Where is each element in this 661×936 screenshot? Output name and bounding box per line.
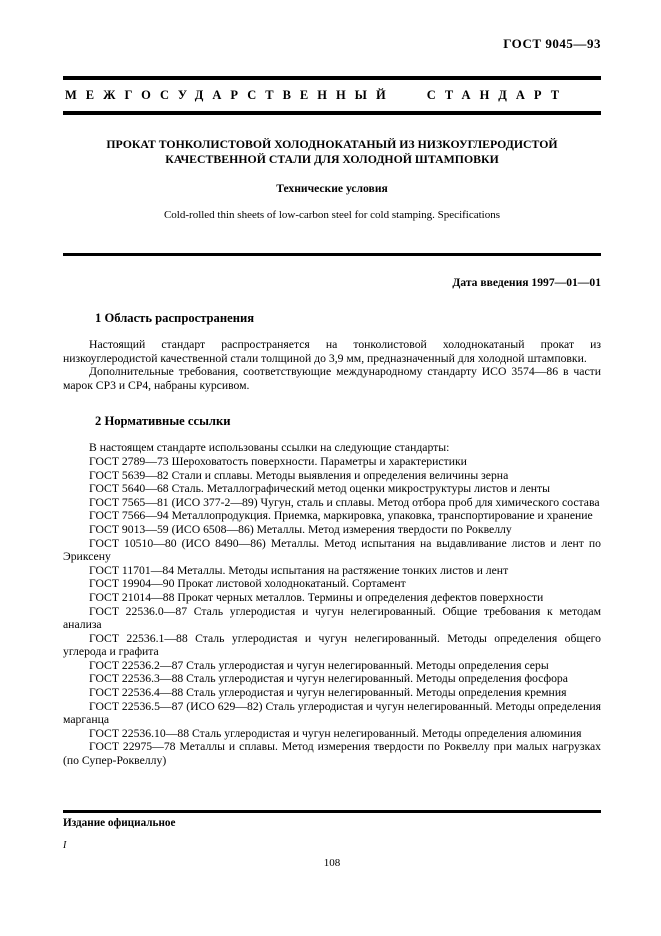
reference-item: ГОСТ 21014—88 Прокат черных металлов. Термины и определения дефектов поверхности (89, 590, 544, 604)
reference-item: ГОСТ 11701—84 Металлы. Методы испытания на растяжение тонких листов и лент (89, 563, 509, 577)
doc-code: ГОСТ 9045—93 (503, 36, 601, 51)
reference-item: ГОСТ 7566—94 Металлопродукция. Приемка, маркировка, упаковка, транспортирование и хранение (89, 509, 593, 523)
document-subtitle: Технические условия (276, 182, 388, 195)
paragraph: Дополнительные требования, соответствующие международному стандарту ИСО 3574—86 в части марок СР3 и СР4, набраны курсивом. (63, 365, 601, 392)
section-2-heading: 2 Нормативные ссылки (95, 414, 231, 429)
reference-item: ГОСТ 7565—81 (ИСО 377-2—89) Чугун, сталь и сплавы. Метод отбора проб для химического состава (89, 495, 600, 509)
reference-item: ГОСТ 5640—68 Сталь. Металлографический метод оценки микроструктуры листов и ленты (89, 482, 550, 496)
paragraph: Настоящий стандарт распространяется на тонколистовой холоднокатаный прокат из низкоуглеродистой качественной стали толщиной до 3,9 мм, предназначенный для холодной штамповки. (63, 338, 601, 365)
section-1-body (63, 338, 601, 392)
page-footer (63, 810, 601, 869)
official-edition-note: Издание официальное (63, 817, 176, 829)
reference-item: ГОСТ 10510—80 (ИСО 8490—86) Металлы. Метод испытания на выдавливание листов и лент по Эриксену (63, 536, 601, 564)
reference-item: ГОСТ 2789—73 Шероховатость поверхности. Параметры и характеристики (89, 454, 467, 468)
reference-item: ГОСТ 19904—90 Прокат листовой холоднокатаный. Сортамент (89, 577, 406, 591)
reference-item: ГОСТ 22536.2—87 Сталь углеродистая и чугун нелегированный. Методы определения серы (89, 658, 549, 672)
standard-type-banner (63, 76, 601, 115)
reference-item: ГОСТ 22536.10—88 Сталь углеродистая и чугун нелегированный. Методы определения алюминия (89, 726, 582, 740)
page-number: 108 (323, 857, 341, 869)
reference-item: ГОСТ 22536.0—87 Сталь углеродистая и чугун нелегированный. Общие требования к методам анализа (63, 604, 601, 632)
banner-text: МЕЖГОСУДАРСТВЕННЫЙ СТАНДАРТ (65, 88, 569, 102)
document-title-line: ПРОКАТ ТОНКОЛИСТОВОЙ ХОЛОДНОКАТАНЫЙ ИЗ НИЗКОУГЛЕРОДИСТОЙ (106, 137, 558, 151)
reference-item: ГОСТ 22536.3—88 Сталь углеродистая и чугун нелегированный. Методы определения фосфора (89, 672, 568, 686)
document-title (63, 137, 601, 166)
document-title-line: КАЧЕСТВЕННОЙ СТАЛИ ДЛЯ ХОЛОДНОЙ ШТАМПОВКИ (165, 151, 499, 166)
section-normative-references (63, 414, 601, 767)
section-1-heading: 1 Область распространения (95, 311, 255, 325)
section-2-intro: В настоящем стандарте использованы ссылки на следующие стандарты: (89, 441, 450, 455)
reference-item: ГОСТ 22975—78 Металлы и сплавы. Метод измерения твердости по Роквеллу при малых нагрузках (по Супер-Роквеллу) (63, 740, 601, 768)
reference-item: ГОСТ 9013—59 (ИСО 6508—86) Металлы. Метод измерения твердости по Роквеллу (89, 522, 512, 536)
reference-item: ГОСТ 5639—82 Стали и сплавы. Методы выявления и определения величины зерна (89, 468, 509, 482)
reference-item: ГОСТ 22536.1—88 Сталь углеродистая и чугун нелегированный. Методы определения общего углерода и графита (63, 631, 601, 659)
section-scope (63, 311, 601, 392)
signature-mark: I (63, 840, 67, 851)
reference-item: ГОСТ 22536.5—87 (ИСО 629—82) Сталь углеродистая и чугун нелегированный. Методы определения марганца (63, 699, 601, 727)
document-subtitle-english: Cold-rolled thin sheets of low-carbon steel for cold stamping. Specifications (163, 209, 501, 221)
reference-item: ГОСТ 22536.4—88 Сталь углеродистая и чугун нелегированный. Методы определения кремния (89, 686, 567, 700)
effective-date: Дата введения 1997—01—01 (452, 276, 601, 289)
horizontal-rule (63, 253, 601, 256)
references-list (63, 455, 601, 768)
